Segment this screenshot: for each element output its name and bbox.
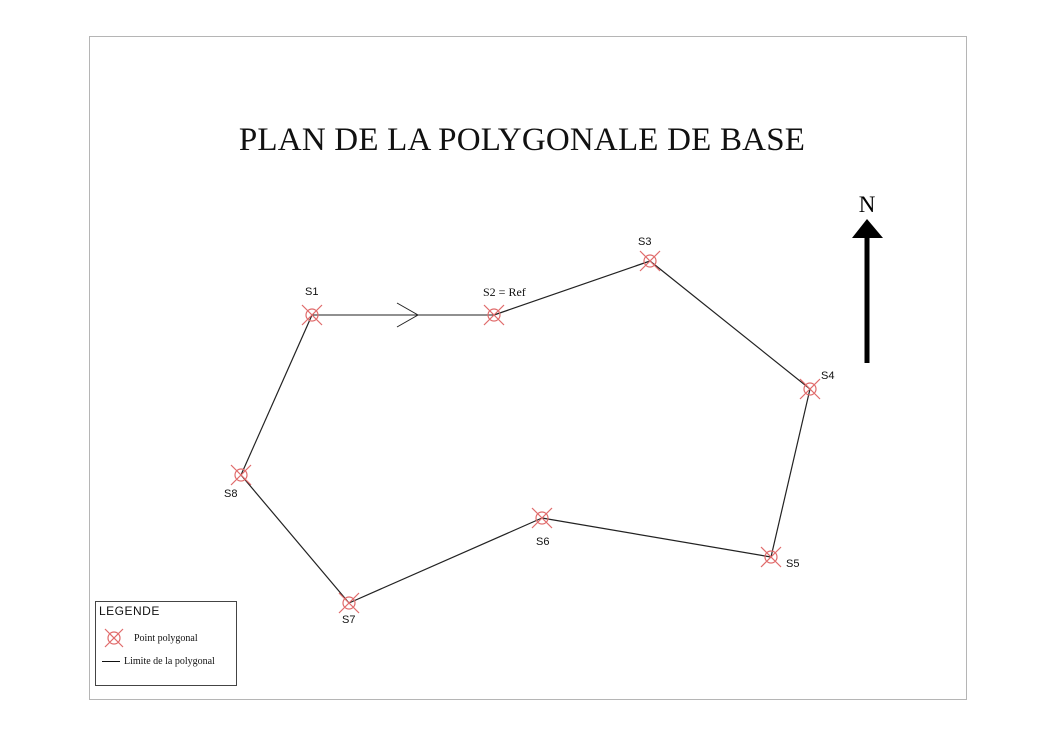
station-marker-s5 — [761, 547, 781, 567]
station-label-s8: S8 — [224, 488, 238, 500]
station-label-s5: S5 — [786, 558, 800, 570]
traverse-segment-s8-s1 — [241, 315, 312, 475]
point-marker-icon — [104, 628, 124, 648]
north-arrow-icon — [852, 219, 883, 363]
north-label: N — [858, 192, 876, 217]
legend-title: LEGENDE — [99, 604, 160, 618]
station-label-s7: S7 — [342, 614, 356, 626]
station-label-s2: S2 = Ref — [483, 285, 526, 299]
station-markers — [231, 251, 820, 613]
traverse-segment-s5-s6 — [542, 518, 771, 557]
legend-point-label: Point polygonal — [134, 633, 198, 644]
station-marker-s6 — [532, 508, 552, 528]
line-sample-icon — [102, 661, 120, 662]
legend — [95, 601, 237, 686]
station-marker-s4 — [800, 379, 820, 399]
traverse-segment-s3-s4 — [650, 261, 810, 389]
station-label-s3: S3 — [638, 236, 652, 248]
traverse-lines — [241, 261, 810, 603]
traverse-segment-s6-s7 — [349, 518, 542, 603]
traverse-segment-s4-s5 — [771, 389, 810, 557]
plan-title: PLAN DE LA POLYGONALE DE BASE — [238, 122, 806, 158]
station-label-s1: S1 — [305, 286, 319, 298]
station-marker-s8 — [231, 465, 251, 485]
station-label-s6: S6 — [536, 536, 550, 548]
legend-line-label: Limite de la polygonal — [124, 656, 215, 667]
station-label-s4: S4 — [821, 370, 835, 382]
station-marker-s3 — [640, 251, 660, 271]
station-marker-s7 — [339, 593, 359, 613]
traverse-segment-s7-s8 — [241, 475, 349, 603]
